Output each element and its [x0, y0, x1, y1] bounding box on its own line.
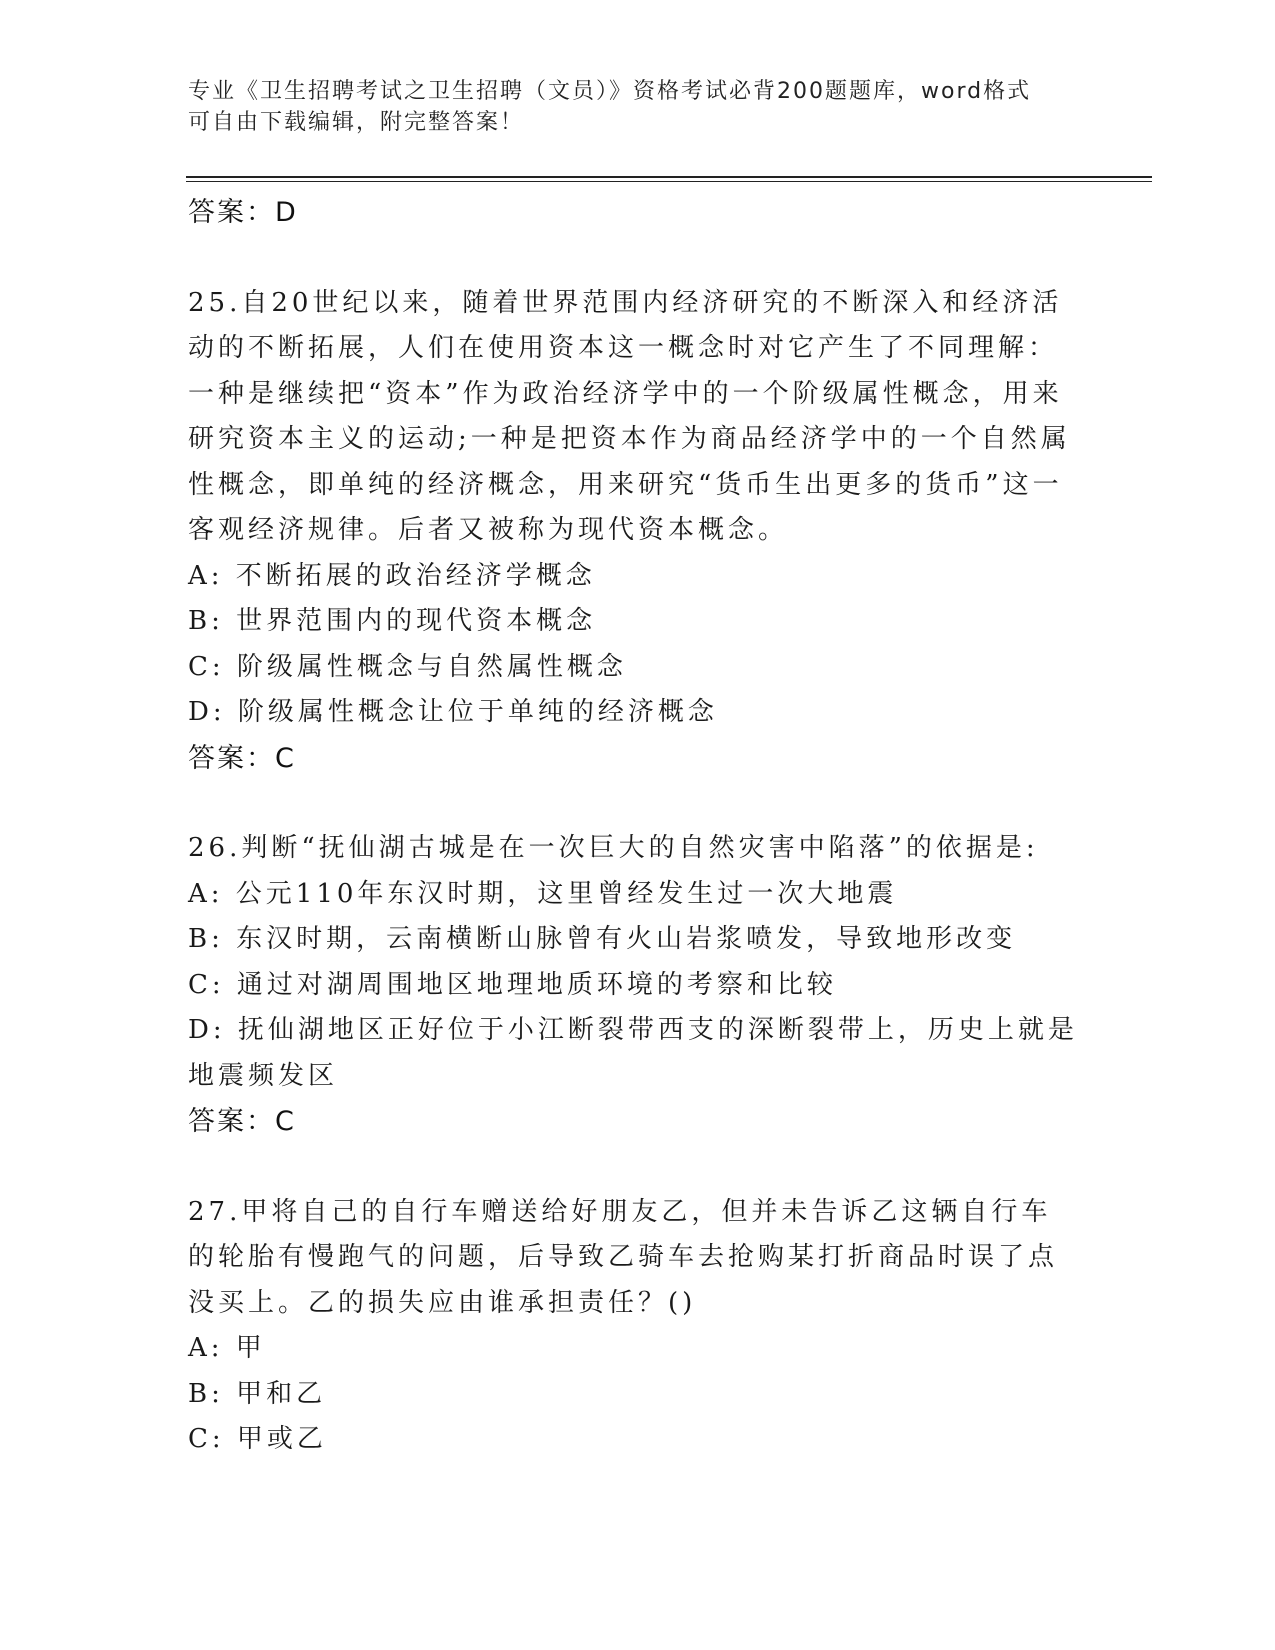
option-c: C: 阶级属性概念与自然属性概念: [188, 651, 627, 682]
spacer: [188, 781, 1078, 826]
question-block: [188, 281, 1078, 782]
option-b: B: 世界范围内的现代资本概念: [188, 606, 597, 636]
option-a: A: 公元110年东汉时期，这里曾经发生过一次大地震: [188, 878, 898, 909]
question-block: [188, 826, 1078, 1145]
answer-line: 答案：C: [188, 1106, 296, 1137]
page-header: [188, 76, 1068, 138]
option-d: D: 阶级属性概念让位于单纯的经济概念: [188, 697, 718, 727]
spacer: [188, 236, 1078, 281]
header-rule-thin: [186, 181, 1152, 182]
option-a: A: 甲: [188, 1333, 266, 1363]
option-a: A: 不断拓展的政治经济学概念: [188, 560, 596, 591]
option-c: C: 甲或乙: [188, 1424, 327, 1454]
spacer: [188, 1145, 1078, 1190]
header-line-1: 专业《卫生招聘考试之卫生招聘（文员）》资格考试必背200题题库，word格式: [188, 79, 1032, 104]
option-c: C: 通过对湖周围地区地理地质环境的考察和比较: [188, 969, 837, 1000]
option-b: B: 东汉时期，云南横断山脉曾有火山岩浆喷发，导致地形改变: [188, 924, 1017, 954]
question-block: [188, 1190, 1078, 1463]
header-rule-thick: [186, 176, 1152, 178]
option-d: D: 抚仙湖地区正好位于小江断裂带西支的深断裂带上，历史上就是地震频发区: [188, 1015, 1078, 1091]
answer-line: 答案：C: [188, 742, 296, 774]
question-stem: 27.甲将自己的自行车赠送给好朋友乙，但并未告诉乙这辆自行车的轮胎有慢跑气的问题，后导致乙骑车去抢购某打折商品时误了点没买上。乙的损失应由谁承担责任？(): [188, 1196, 1059, 1318]
header-line-2: 可自由下载编辑，附完整答案！: [188, 110, 525, 135]
previous-answer: 答案：D: [188, 197, 298, 228]
question-stem: 26.判断“抚仙湖古城是在一次巨大的自然灾害中陷落”的依据是:: [188, 833, 1039, 863]
question-stem: 25.自20世纪以来，随着世界范围内经济研究的不断深入和经济活动的不断拓展，人们在使用资本这一概念时对它产生了不同理解：一种是继续把“资本”作为政治经济学中的一个阶级属性概念，用来研究资本主义的运动;一种是把资本作为商品经济学中的一个自然属性概念，即单纯的经济概念，用来研究“货币生出更多的货币”这一客观经济规律。后者又被称为现代资本概念。: [188, 287, 1071, 545]
document-body: [188, 190, 1078, 1463]
option-b: B: 甲和乙: [188, 1378, 327, 1409]
